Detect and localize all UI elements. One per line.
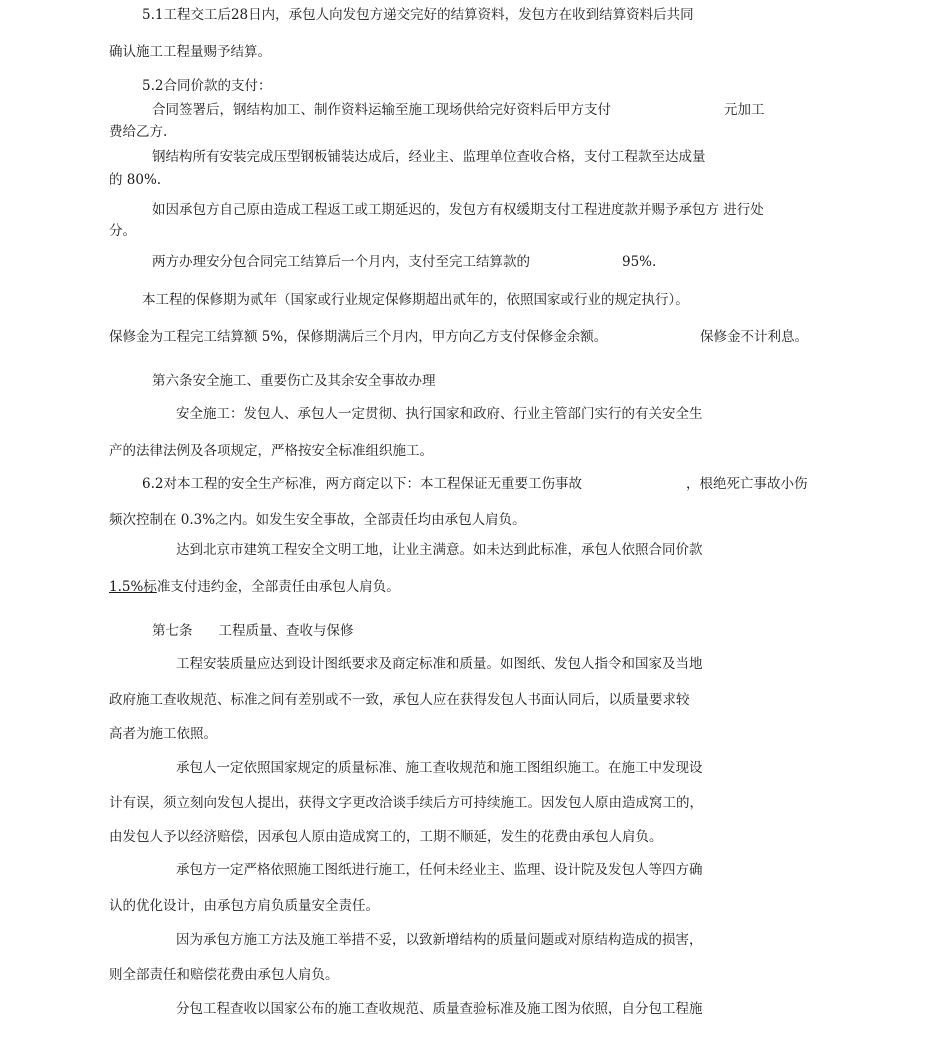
section-heading: 第六条安全施工、重要伤亡及其余安全事故办理	[152, 373, 436, 389]
text-line: 两方办理安分包合同完工结算后一个月内，支付至完工结算款的	[152, 254, 530, 270]
text-line: 由发包人予以经济赔偿，因承包人原由造成窝工的，工期不顺延，发生的花费由承包人肩负。	[109, 829, 663, 845]
text-line: 保修金不计利息。	[700, 329, 808, 345]
text-line: 6.2对本工程的安全生产标准，两方商定以下：本工程保证无重要工伤事故	[142, 476, 582, 492]
text-line: 本工程的保修期为贰年（国家或行业规定保修期超出贰年的，依照国家或行业的规定执行）。	[142, 292, 689, 308]
text-line: 安全施工：发包人、承包人一定贯彻、执行国家和政府、行业主管部门实行的有关安全生	[176, 406, 703, 422]
text-line: 则全部责任和赔偿花费由承包人肩负。	[109, 967, 339, 983]
section-heading	[152, 622, 354, 640]
text-line: 分。	[109, 223, 136, 239]
section-heading: 5.2合同价款的支付：	[142, 78, 272, 94]
text-line: 费给乙方.	[109, 124, 168, 140]
text-line: 达到北京市建筑工程安全文明工地，让业主满意。如未达到此标准，承包人依照合同价款	[176, 542, 703, 558]
text-line: 合同签署后，钢结构加工、制作资料运输至施工现场供给完好资料后甲方支付	[152, 102, 611, 118]
text-line: 政府施工查收规范、标准之间有差别或不一致，承包人应在获得发包人书面认同后，以质量要求较	[109, 692, 690, 708]
text-line	[109, 578, 400, 596]
text-line: 工程安装质量应达到设计图纸要求及商定标准和质量。如图纸、发包人指令和国家及当地	[176, 656, 703, 672]
text-line: 因为承包方施工方法及施工举措不妥，以致新增结构的质量问题或对原结构造成的损害，	[176, 932, 703, 948]
text-line: 认的优化设计，由承包方肩负质量安全责任。	[109, 898, 379, 914]
text-line: ，根绝死亡事故小伤	[686, 476, 808, 492]
text-line: 的 80%.	[109, 172, 162, 188]
text-line: 分包工程查收以国家公布的施工查收规范、质量查验标准及施工图为依照，自分包工程施	[176, 1001, 703, 1017]
text-line: 如因承包方自己原由造成工程返工或工期延迟的，发包方有权缓期支付工程进度款并赐予承包方 进行处	[152, 202, 764, 218]
text-line: 频次控制在 0.3%之内。如发生安全事故，全部责任均由承包人肩负。	[109, 512, 526, 528]
text-line: 产的法律法例及各项规定，严格按安全标准组织施工。	[109, 443, 433, 459]
article-number: 第七条	[152, 623, 193, 639]
text-line: 计有误，须立刻向发包人提出，获得文字更改洽谈手续后方可持续施工。因发包人原由造成窝工的，	[109, 795, 703, 811]
text-line: 保修金为工程完工结算额 5%，保修期满后三个月内，甲方向乙方支付保修金余额。	[109, 329, 608, 345]
article-title: 工程质量、查收与保修	[218, 623, 354, 639]
text-line: 5.1工程交工后28日内，承包人向发包方递交完好的结算资料，发包方在收到结算资料后共同	[142, 7, 694, 23]
text-segment: 准支付违约金，全部责任由承包人肩负。	[156, 579, 400, 595]
text-line: 高者为施工依照。	[109, 726, 217, 742]
text-line: 承包方一定严格依照施工图纸进行施工，任何未经业主、监理、设计院及发包人等四方确	[176, 862, 703, 878]
text-line: 确认施工工程量赐予结算。	[109, 44, 271, 60]
text-line: 95%.	[622, 254, 657, 270]
text-line: 钢结构所有安装完成压型钢板铺装达成后，经业主、监理单位查收合格，支付工程款至达成量	[152, 149, 706, 165]
underlined-rate: 1.5%标	[109, 579, 157, 595]
text-line: 承包人一定依照国家规定的质量标准、施工查收规范和施工图组织施工。在施工中发现设	[176, 760, 703, 776]
text-line: 元加工	[724, 102, 765, 118]
